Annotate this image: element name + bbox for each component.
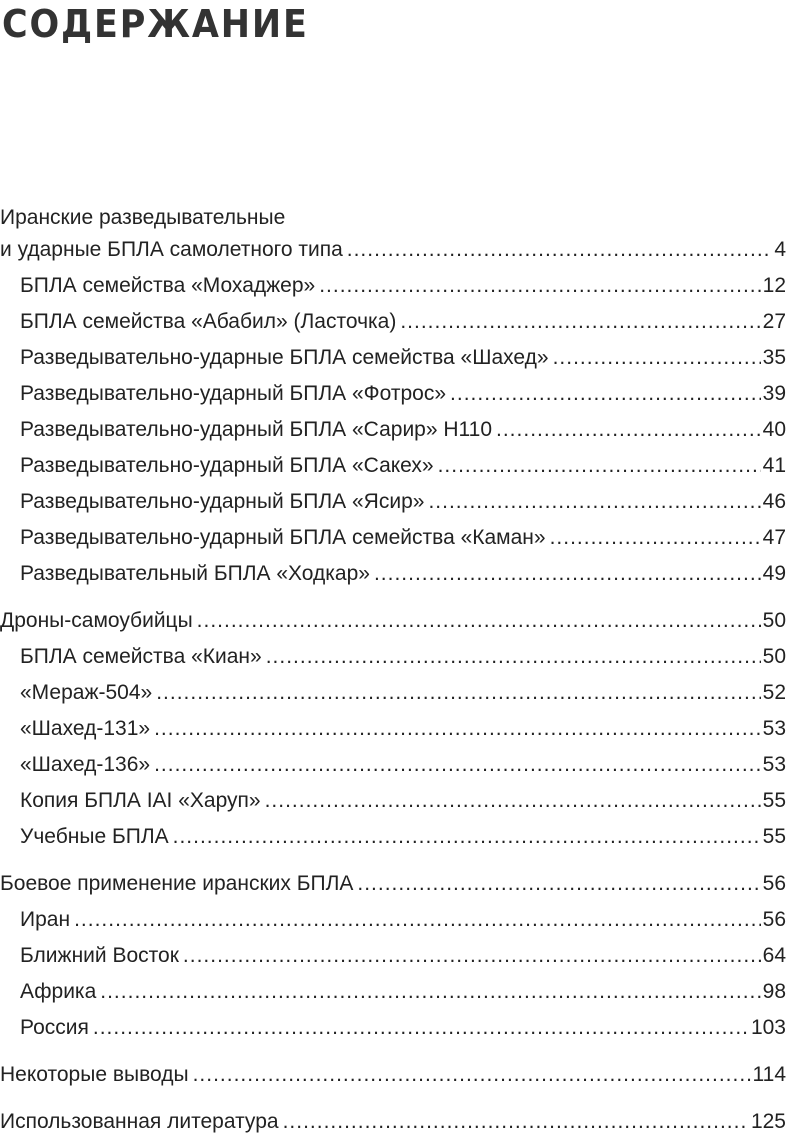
toc-entry[interactable]	[0, 819, 786, 855]
toc-section-3[interactable]	[0, 866, 786, 902]
toc-entry-label: Разведывательно-ударный БПЛА «Сакех»	[20, 454, 434, 477]
toc-page-number: 50	[762, 645, 786, 668]
toc-page-number: 98	[762, 980, 786, 1003]
toc-entry[interactable]	[0, 974, 786, 1010]
toc-leader-dots	[450, 376, 761, 412]
toc-section-4[interactable]	[0, 1057, 786, 1093]
toc-entry[interactable]	[0, 902, 786, 938]
toc-entry[interactable]	[0, 484, 786, 520]
toc-section-1-label: и ударные БПЛА самолетного типа	[0, 238, 343, 261]
toc-leader-dots	[400, 304, 760, 340]
toc-entry-label: Разведывательно-ударный БПЛА «Ясир»	[20, 490, 425, 513]
toc-leader-dots	[93, 1010, 749, 1046]
toc-section-2[interactable]	[0, 603, 786, 639]
toc-entry-label: Разведывательно-ударный БПЛА семейства «Каман»	[20, 526, 546, 549]
toc-leader-dots	[197, 603, 761, 639]
page-title: СОДЕРЖАНИЕ	[2, 2, 309, 46]
toc-page-number: 40	[762, 418, 786, 441]
toc-entry-label: Африка	[20, 980, 97, 1003]
toc-page-number: 125	[750, 1110, 786, 1133]
toc-leader-dots	[154, 711, 761, 747]
toc-leader-dots	[496, 412, 761, 448]
toc-section-1[interactable]	[0, 232, 786, 268]
toc-leader-dots	[266, 639, 761, 675]
toc-entry-label: Разведывательно-ударные БПЛА семейства «Шахед»	[20, 346, 549, 369]
toc-entry[interactable]	[0, 1010, 786, 1046]
toc-leader-dots	[183, 938, 761, 974]
toc-section-5[interactable]	[0, 1104, 786, 1140]
toc-page-number: 46	[762, 490, 786, 513]
toc-page-number: 41	[762, 454, 786, 477]
toc-entry-label: Копия БПЛА IAI «Харуп»	[20, 789, 261, 812]
toc-entry-label: Разведывательно-ударный БПЛА «Фотрос»	[20, 382, 447, 405]
toc-entry[interactable]	[0, 340, 786, 376]
toc-entry-label: БПЛА семейства «Мохаджер»	[20, 274, 316, 297]
toc-page-number: 55	[762, 789, 786, 812]
toc-entry-label: «Шахед-131»	[20, 717, 151, 740]
toc-leader-dots	[74, 902, 761, 938]
toc-leader-dots	[438, 448, 761, 484]
toc-entry-label: Иран	[20, 908, 71, 931]
toc-page-number: 39	[762, 382, 786, 405]
toc-entry-label: БПЛА семейства «Абабил» (Ласточка)	[20, 310, 397, 333]
toc-leader-dots	[156, 675, 760, 711]
toc-entry[interactable]	[0, 711, 786, 747]
toc-entry[interactable]	[0, 556, 786, 592]
toc-section-4-label: Некоторые выводы	[0, 1063, 189, 1086]
toc-entry[interactable]	[0, 376, 786, 412]
toc-leader-dots	[357, 866, 760, 902]
toc-leader-dots	[319, 268, 760, 304]
toc-entry-label: Учебные БПЛА	[20, 825, 169, 848]
toc-page-number: 27	[762, 310, 786, 333]
toc-page-number: 4	[774, 238, 786, 261]
toc-page-number: 55	[762, 825, 786, 848]
toc-page-number: 53	[762, 753, 786, 776]
toc-page-number: 53	[762, 717, 786, 740]
toc-leader-dots	[154, 747, 761, 783]
toc-leader-dots	[283, 1104, 749, 1140]
toc-leader-dots	[428, 484, 760, 520]
toc-leader-dots	[550, 520, 761, 556]
toc-section-2-label: Дроны-самоубийцы	[0, 609, 193, 632]
toc-entry-label: БПЛА семейства «Киан»	[20, 645, 262, 668]
toc-leader-dots	[100, 974, 760, 1010]
toc-page-number: 50	[762, 609, 786, 632]
toc-page-number: 114	[752, 1063, 786, 1086]
toc-entry[interactable]	[0, 268, 786, 304]
toc-leader-dots	[553, 340, 761, 376]
toc-leader-dots	[347, 232, 773, 268]
toc-entry[interactable]	[0, 448, 786, 484]
toc-entry[interactable]	[0, 747, 786, 783]
toc-entry-label: Россия	[20, 1016, 89, 1039]
toc-entry[interactable]	[0, 938, 786, 974]
toc-page-number: 35	[762, 346, 786, 369]
toc-page-number: 56	[762, 872, 786, 895]
toc-page-number: 103	[750, 1016, 786, 1039]
toc-entry-label: Разведывательно-ударный БПЛА «Сарир» H110	[20, 418, 493, 441]
toc-leader-dots	[265, 783, 761, 819]
toc-entry[interactable]	[0, 675, 786, 711]
toc-entry-label: «Мераж-504»	[20, 681, 153, 704]
toc-entry-label: Ближний Восток	[20, 944, 179, 967]
toc-leader-dots	[173, 819, 761, 855]
toc-entry[interactable]	[0, 304, 786, 340]
toc-entry-label: Разведывательный БПЛА «Ходкар»	[20, 562, 370, 585]
toc-section-5-label: Использованная литература	[0, 1110, 279, 1133]
toc-page-number: 56	[762, 908, 786, 931]
toc-leader-dots	[374, 556, 761, 592]
toc-page-number: 52	[762, 681, 786, 704]
toc-page-number: 64	[762, 944, 786, 967]
toc-leader-dots	[193, 1057, 751, 1093]
toc-entry[interactable]	[0, 412, 786, 448]
toc-entry[interactable]	[0, 639, 786, 675]
table-of-contents	[0, 204, 786, 1140]
toc-page-number: 47	[762, 526, 786, 549]
toc-entry[interactable]	[0, 783, 786, 819]
toc-section-1-title-line-1: Иранские разведывательные	[0, 206, 286, 229]
toc-page-number: 12	[762, 274, 786, 297]
toc-entry[interactable]	[0, 520, 786, 556]
toc-page-number: 49	[762, 562, 786, 585]
toc-section-3-label: Боевое применение иранских БПЛА	[0, 872, 354, 895]
toc-entry-label: «Шахед-136»	[20, 753, 151, 776]
